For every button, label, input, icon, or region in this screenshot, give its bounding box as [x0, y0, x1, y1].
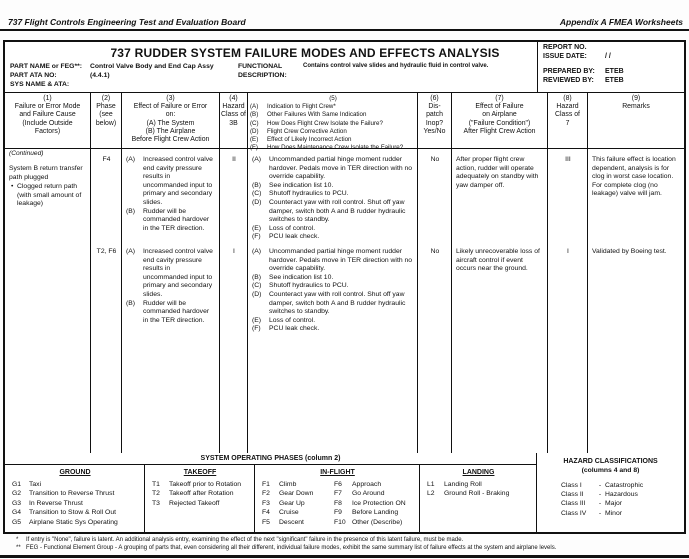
worksheet-frame [3, 40, 686, 534]
col-header-failure-mode: (1) Failure or Error Mode and Failure Cause (Include Outside Factors) [5, 93, 91, 148]
part-ata-label: PART ATA NO: [10, 72, 57, 79]
title-block [5, 42, 684, 93]
functional-label-2: DESCRIPTION: [238, 72, 287, 79]
continued-note: (Continued) [9, 150, 44, 157]
col-header-effect: (3) Effect of Failure or Error on: (A) The System (B) The Airplane Before Flight Crew Action [122, 93, 220, 148]
worksheet-title: 737 RUDDER SYSTEM FAILURE MODES AND EFFECTS ANALYSIS [110, 46, 500, 60]
header-rule [0, 29, 689, 31]
operating-phases-box [5, 453, 537, 532]
page-header-right: Appendix A FMEA Worksheets [559, 17, 683, 27]
col-header-remarks: (9) Remarks [622, 95, 650, 111]
col-header-phase: (2) Phase (see below) [91, 93, 122, 148]
legend-section [5, 453, 684, 532]
cell-hazard-3b: II I [220, 149, 248, 453]
part-ata-value: (4.4.1) [90, 72, 110, 79]
cell-phase: F4 T2, F6 [91, 149, 122, 453]
col-header-indication: (5) (A) Indication to Flight Crew* (B) Other Failures With Same Indication (C) How Does Flight Crew Isolate the Failure? (D) Flight Crew Corrective Action (E) Effect of Likely Incorrect Action (F) How Does Maintenance Crew Isolate the Failure? [248, 93, 418, 148]
cell-hazard-7: III I [548, 149, 588, 453]
col-header-effect-after: (7) Effect of Failure on Airplane ("Failure Condition") After Flight Crew Action [452, 93, 548, 148]
page-header-left: 737 Flight Controls Engineering Test and Evaluation Board [8, 17, 246, 27]
failure-mode-entry: System B return transfer path plugged • Clogged return path (with small amount of leakage) [9, 165, 83, 208]
cell-effect [122, 149, 220, 453]
footnote-1-text: If entry is "None", failure is latent. An additional analysis entry, examining the effect of the next "significant" failure in the presence of this latent failure, must be made. [26, 537, 464, 543]
col-header-dispatch: (6) Dis- patch Inop? Yes/No [418, 93, 452, 148]
reviewed-by-label: REVIEWED BY: [543, 76, 594, 84]
cell-failure-mode [5, 149, 91, 453]
functional-description-value: Contains control valve slides and hydraulic fluid in control valve. [303, 63, 489, 69]
footnote-2-marker: ** [16, 544, 21, 551]
part-name-label: PART NAME or FEG**: [10, 63, 82, 70]
cell-indication [248, 149, 418, 453]
issue-date-value: / / [605, 52, 611, 60]
prepared-by-label: PREPARED BY: [543, 68, 595, 75]
cell-remarks: This failure effect is location dependent, analysis is for clog in worst case location. For complete clog (no leakage) valve will jam. Validated by Boeing test. [592, 156, 676, 255]
indication-entry-1: (A) Uncommanded partial hinge moment rudder hardover. Pedals move in TER direction with no override capability. (B) See indication list 10. (C) Shutoff hydraulics to PCU. (D) Counteract yaw with roll control. Shut off yaw damper, switch both A and B rudder hydraulic switches to standby. (E) Loss of control. (F) PCU leak check. [252, 156, 413, 241]
col-header-hazard-7: (8) Hazard Class of 7 [548, 93, 588, 148]
sys-name-label: SYS NAME & ATA: [10, 81, 70, 88]
col-header-hazard-3b: (4) Hazard Class of 3B [220, 93, 248, 148]
footnotes [16, 537, 681, 552]
takeoff-phases: TAKEOFF T1 Takeoff prior to Rotation T2 Takeoff after Rotation T3 Rejected Takeoff [145, 465, 255, 532]
functional-label-1: FUNCTIONAL [238, 63, 283, 70]
table-header-row [5, 93, 684, 152]
indication-entry-2: (A) Uncommanded partial hinge moment rudder hardover. Pedals move in TER direction with no override capability. (B) See indication list 10. (C) Shutoff hydraulics to PCU. (D) Counteract yaw with roll control. Shut off yaw damper, switch both A and B rudder hydraulic switches to standby. (E) Loss of control. (F) PCU leak check. [252, 248, 413, 333]
table-body-row [5, 149, 684, 453]
hazard-classifications-box: HAZARD CLASSIFICATIONS (columns 4 and 8) Class I - Catastrophic Class II - Hazardous Class III - Major Class IV - Minor [561, 458, 658, 517]
landing-phases: LANDING L1 Landing Roll L2 Ground Roll - Braking [427, 469, 510, 498]
part-name-value: Control Valve Body and End Cap Assy [90, 63, 214, 70]
bottom-rule [0, 555, 689, 558]
operating-phases-title: SYSTEM OPERATING PHASES (column 2) [5, 453, 536, 465]
report-box [537, 42, 684, 92]
footnote-2-text: FEG - Functional Element Group - A grouping of parts that, even considering all their different, individual failure modes, exhibit the same summary list of failure effects at the system and airplane levels. [26, 544, 557, 551]
reviewed-by-value: ETEB [605, 76, 624, 84]
cell-dispatch: No No [418, 149, 452, 453]
ground-phases: GROUND G1 Taxi G2 Transition to Reverse Thrust G3 In Reverse Thrust G4 Transition to Stow & Roll Out G5 Airplane Static Sys Operating [5, 465, 145, 532]
footnote-1-marker: * [16, 537, 19, 543]
effect-entry-1: (A) Increased control valve end cavity pressure results in uncommanded input to primary and secondary slides. (B) Rudder will be commanded hardover in the TER direction. [126, 156, 213, 232]
inflight-phases: IN-FLIGHT F1 Climb F2 Gear Down F3 Gear Up F4 Cruise F5 Descent F6 Approach F7 Go Around F8 Ice Protection ON F9 Before Landing F10 Other (Describe) [255, 465, 420, 532]
cell-effect-after: After proper flight crew action, rudder will operate adequately on standby with yaw damper off. Likely unrecoverable loss of aircraft control if event occurs near the ground. [452, 149, 548, 453]
effect-entry-2: (A) Increased control valve end cavity pressure results in uncommanded input to primary and secondary slides. (B) Rudder will be commanded hardover in the TER direction. [126, 248, 213, 324]
bullet-icon: • [11, 183, 14, 191]
prepared-by-value: ETEB [605, 68, 624, 75]
report-no-label: REPORT NO. [543, 44, 587, 51]
issue-date-label: ISSUE DATE: [543, 52, 587, 60]
